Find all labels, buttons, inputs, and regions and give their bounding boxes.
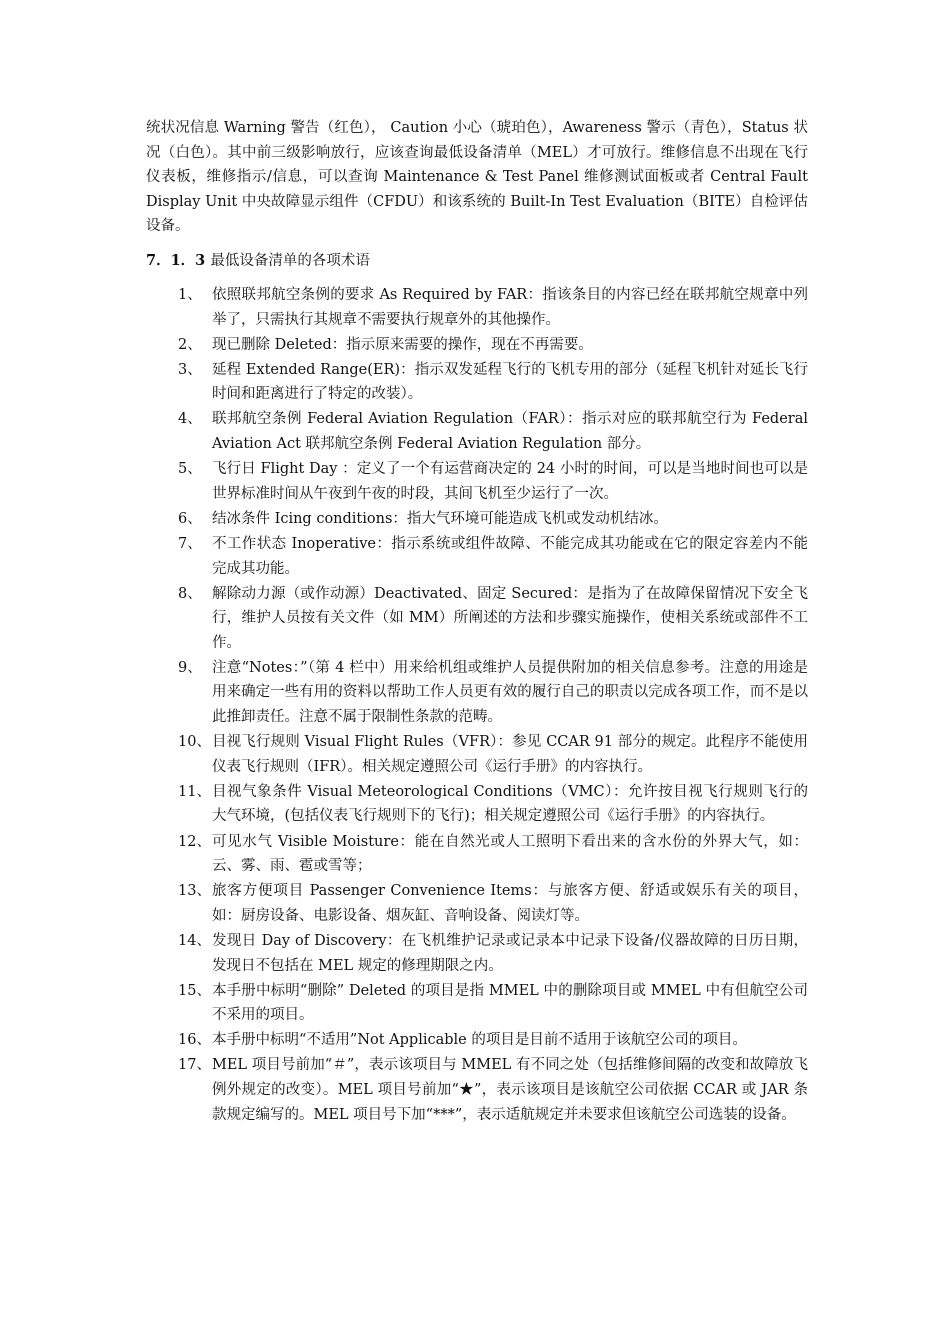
list-item-number: 16、: [178, 1032, 211, 1049]
intro-paragraph: 统状况信息 Warning 警告（红色）， Caution 小心（琥珀色），Awareness 警示（青色），Status 状况（白色）。其中前三级影响放行，应该查询最低设备清单（MEL）才可放行。维修信息不出现在飞行仪表板，维修指示/信息，可以查询 Maintenance & Test Panel 维修测试面板或者 Central Fault Display Unit 中央故障显示组件（CFDU）和该系统的 Built-In Test Evaluation（BITE）自检评估设备。: [146, 120, 808, 235]
list-item: [146, 532, 808, 581]
list-item-text: 旅客方便项目 Passenger Convenience Items：与旅客方便、舒适或娱乐有关的项目，如：厨房设备、电影设备、烟灰缸、音响设备、阅读灯等。: [212, 883, 808, 924]
term-list: [146, 283, 808, 1127]
section-heading: [146, 249, 808, 273]
list-item: [146, 730, 808, 779]
list-item-number: 6、: [178, 510, 202, 527]
section-title: 最低设备清单的各项术语: [210, 252, 370, 269]
list-item-number: 3、: [178, 361, 202, 378]
list-item: [146, 582, 808, 656]
list-item-number: 4、: [178, 411, 202, 428]
list-item-text: 目视气象条件 Visual Meteorological Conditions（VMC）：允许按目视飞行规则飞行的大气环境，(包括仪表飞行规则下的飞行)；相关规定遵照公司《运行手册》的内容执行。: [212, 783, 808, 825]
list-item-text: 解除动力源（或作动源）Deactivated、固定 Secured：是指为了在故障保留情况下安全飞行，维护人员按有关文件（如 MM）所阐述的方法和步骤实施操作，使相关系统或部件不工作。: [212, 585, 808, 651]
list-item: [146, 333, 808, 358]
list-item: [146, 656, 808, 730]
list-item-text: 延程 Extended Range(ER)：指示双发延程飞行的飞机专用的部分（延程飞机针对延长飞行时间和距离进行了特定的改装）。: [212, 361, 808, 403]
list-item-number: 7、: [178, 535, 202, 552]
list-item-text: 可见水气 Visible Moisture：能在自然光或人工照明下看出来的含水份的外界大气，如：云、雾、雨、雹或雪等；: [212, 833, 808, 875]
list-item-text: 结冰条件 Icing conditions：指大气环境可能造成飞机或发动机结冰。: [212, 510, 668, 527]
list-item: [146, 283, 808, 332]
list-item: [146, 407, 808, 456]
list-item: [146, 358, 808, 407]
list-item-number: 5、: [178, 461, 202, 478]
list-item: [146, 830, 808, 879]
list-item-number: 10、: [178, 734, 211, 751]
list-item-number: 11、: [178, 783, 211, 800]
list-item-number: 2、: [178, 336, 202, 353]
list-item: [146, 1053, 808, 1127]
list-item-number: 8、: [178, 585, 202, 602]
document-page: [146, 116, 808, 1128]
list-item: [146, 929, 808, 978]
list-item-number: 13、: [178, 883, 211, 900]
list-item: [146, 879, 808, 928]
list-item-text: MEL 项目号前加“＃”，表示该项目与 MMEL 有不同之处（包括维修间隔的改变和故障放飞例外规定的改变）。MEL 项目号前加“★”，表示该项目是该航空公司依据 CCAR 或 JAR 条款规定编写的。MEL 项目号下加“***”，表示适航规定并未要求但该航空公司选装的设备。: [212, 1057, 808, 1123]
list-item: [146, 979, 808, 1028]
list-item-text: 不工作状态 Inoperative：指示系统或组件故障、不能完成其功能或在它的限定容差内不能完成其功能。: [212, 535, 808, 577]
list-item-text: 本手册中标明“删除” Deleted 的项目是指 MMEL 中的删除项目或 MMEL 中有但航空公司不采用的项目。: [212, 982, 808, 1024]
list-item-text: 目视飞行规则 Visual Flight Rules（VFR）：参见 CCAR 91 部分的规定。此程序不能使用仪表飞行规则（IFR）。相关规定遵照公司《运行手册》的内容执行。: [212, 734, 808, 775]
list-item-number: 14、: [178, 932, 211, 949]
list-item-text: 本手册中标明“不适用”Not Applicable 的项目是目前不适用于该航空公司的项目。: [212, 1032, 747, 1049]
list-item: [146, 457, 808, 506]
list-item-number: 17、: [178, 1057, 211, 1074]
list-item: [146, 507, 808, 532]
list-item: [146, 1028, 808, 1053]
list-item-text: 发现日 Day of Discovery：在飞机维护记录或记录本中记录下设备/仪器故障的日历日期，发现日不包括在 MEL 规定的修理期限之内。: [212, 932, 808, 974]
list-item-number: 9、: [178, 659, 202, 676]
list-item-text: 注意“Notes：”（第 4 栏中）用来给机组或维护人员提供附加的相关信息参考。注意的用途是用来确定一些有用的资料以帮助工作人员更有效的履行自己的职责以完成各项工作，而不是以此推卸责任。注意不属于限制性条款的范畴。: [212, 659, 808, 726]
list-item-number: 1、: [178, 286, 202, 303]
list-item-text: 现已删除 Deleted：指示原来需要的操作，现在不再需要。: [212, 336, 593, 353]
list-item-number: 12、: [178, 833, 211, 850]
list-item-number: 15、: [178, 982, 211, 999]
list-item-text: 联邦航空条例 Federal Aviation Regulation（FAR）：指示对应的联邦航空行为 Federal Aviation Act 联邦航空条例 Federal Aviation Regulation 部分。: [212, 411, 808, 453]
list-item: [146, 780, 808, 829]
list-item-text: 依照联邦航空条例的要求 As Required by FAR：指该条目的内容已经在联邦航空规章中列举了，只需执行其规章不需要执行规章外的其他操作。: [212, 286, 808, 328]
section-number: 7．1．3: [146, 251, 206, 269]
list-item-text: 飞行日 Flight Day ：定义了一个有运营商决定的 24 小时的时间，可以是当地时间也可以是世界标准时间从午夜到午夜的时段，其间飞机至少运行了一次。: [212, 461, 808, 502]
